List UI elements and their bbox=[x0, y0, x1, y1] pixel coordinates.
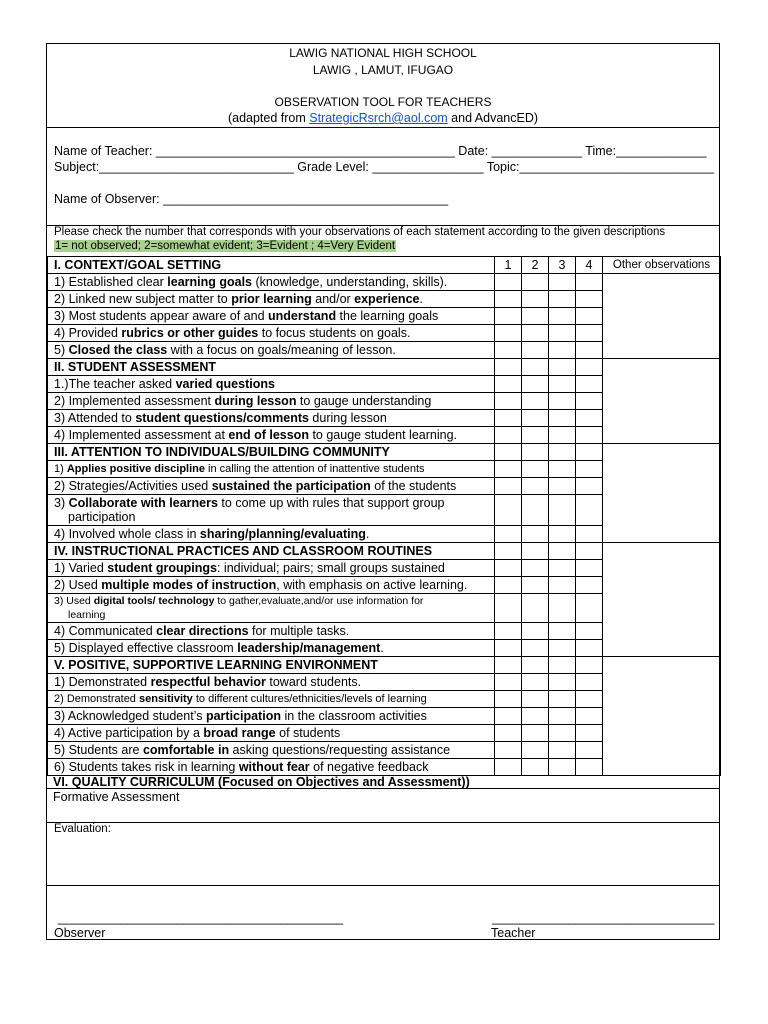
observer-label: Observer bbox=[54, 926, 106, 940]
rating-legend: 1= not observed; 2=somewhat evident; 3=Evident ; 4=Very Evident bbox=[55, 240, 396, 252]
criterion-text: 4) Provided rubrics or other guides to focus students on goals. bbox=[48, 325, 495, 342]
section-header-row bbox=[48, 543, 721, 560]
criterion-text: 6) Students takes risk in learning without fear of negative feedback bbox=[48, 759, 495, 776]
criterion-text: 1) Demonstrated respectful behavior toward students. bbox=[48, 674, 495, 691]
rating-cell[interactable] bbox=[522, 577, 549, 594]
rating-cell[interactable] bbox=[522, 478, 549, 495]
rating-cell[interactable] bbox=[549, 274, 576, 291]
rating-cell[interactable] bbox=[576, 725, 603, 742]
rating-cell[interactable] bbox=[549, 410, 576, 427]
rating-cell bbox=[522, 444, 549, 461]
other-observations-cell[interactable] bbox=[603, 274, 721, 359]
rating-cell[interactable] bbox=[522, 674, 549, 691]
rating-cell[interactable] bbox=[495, 708, 522, 725]
criterion-text: 2) Demonstrated sensitivity to different cultures/ethnicities/levels of learning bbox=[48, 691, 495, 708]
rating-cell[interactable] bbox=[549, 725, 576, 742]
section-header-row bbox=[48, 359, 721, 376]
rating-cell[interactable] bbox=[576, 291, 603, 308]
criterion-text: 5) Closed the class with a focus on goals/meaning of lesson. bbox=[48, 342, 495, 359]
rating-cell bbox=[576, 359, 603, 376]
criterion-text: 4) Active participation by a broad range of students bbox=[48, 725, 495, 742]
rating-cell[interactable] bbox=[522, 427, 549, 444]
rating-cell[interactable] bbox=[576, 708, 603, 725]
form-header bbox=[47, 44, 719, 128]
rating-cell[interactable] bbox=[576, 640, 603, 657]
rating-cell[interactable] bbox=[495, 742, 522, 759]
divider bbox=[47, 885, 719, 886]
rating-cell[interactable] bbox=[495, 560, 522, 577]
rating-cell[interactable] bbox=[576, 759, 603, 776]
rating-cell[interactable] bbox=[495, 325, 522, 342]
teacher-date-time-line[interactable]: Name of Teacher: ___________________________________________ Date: _____________ Time:_____________ bbox=[54, 144, 707, 158]
formative-assessment-label[interactable]: Formative Assessment bbox=[53, 790, 180, 804]
rating-cell[interactable] bbox=[495, 478, 522, 495]
rating-cell[interactable] bbox=[549, 427, 576, 444]
rating-cell[interactable] bbox=[549, 560, 576, 577]
rating-cell[interactable] bbox=[495, 577, 522, 594]
rating-header-4: 4 bbox=[576, 257, 603, 274]
rating-cell[interactable] bbox=[495, 623, 522, 640]
rating-cell bbox=[522, 543, 549, 560]
observer-name-line[interactable]: Name of Observer: _________________________________________ bbox=[54, 192, 449, 206]
rating-cell[interactable] bbox=[495, 342, 522, 359]
rating-header-3: 3 bbox=[549, 257, 576, 274]
rating-cell bbox=[549, 359, 576, 376]
rating-cell[interactable] bbox=[549, 291, 576, 308]
criterion-text: 2) Used multiple modes of instruction, with emphasis on active learning. bbox=[48, 577, 495, 594]
rating-cell[interactable] bbox=[549, 577, 576, 594]
section-title: VI. QUALITY CURRICULUM (Focused on Objectives and Assessment)) bbox=[47, 775, 719, 789]
rating-cell[interactable] bbox=[549, 376, 576, 393]
rating-cell bbox=[576, 543, 603, 560]
rating-cell[interactable] bbox=[549, 691, 576, 708]
evaluation-label[interactable]: Evaluation: bbox=[54, 823, 111, 835]
subject-grade-topic-line[interactable]: Subject:____________________________ Grade Level: ________________ Topic:____________________________ bbox=[54, 160, 715, 174]
criterion-text: 2) Strategies/Activities used sustained the participation of the students bbox=[48, 478, 495, 495]
rating-cell[interactable] bbox=[522, 560, 549, 577]
teacher-label: Teacher bbox=[491, 926, 536, 940]
observer-signature-line[interactable]: _________________________________________ bbox=[58, 911, 344, 925]
rating-cell[interactable] bbox=[576, 427, 603, 444]
rating-cell[interactable] bbox=[576, 410, 603, 427]
rating-cell[interactable] bbox=[522, 691, 549, 708]
rating-cell[interactable] bbox=[522, 461, 549, 478]
section-title: V. POSITIVE, SUPPORTIVE LEARNING ENVIRONMENT bbox=[48, 657, 495, 674]
rating-cell[interactable] bbox=[576, 376, 603, 393]
section-header-row bbox=[48, 257, 721, 274]
rating-header-2: 2 bbox=[522, 257, 549, 274]
rating-cell[interactable] bbox=[522, 708, 549, 725]
rating-cell[interactable] bbox=[576, 623, 603, 640]
rating-cell[interactable] bbox=[495, 308, 522, 325]
section-title: IV. INSTRUCTIONAL PRACTICES AND CLASSROOM ROUTINES bbox=[48, 543, 495, 560]
rating-cell[interactable] bbox=[549, 594, 576, 623]
observation-table bbox=[47, 256, 721, 776]
rating-cell[interactable] bbox=[495, 594, 522, 623]
rating-cell[interactable] bbox=[495, 526, 522, 543]
rating-cell[interactable] bbox=[522, 742, 549, 759]
rating-cell[interactable] bbox=[576, 274, 603, 291]
rating-cell[interactable] bbox=[549, 623, 576, 640]
rating-cell[interactable] bbox=[495, 640, 522, 657]
section-header-row bbox=[48, 657, 721, 674]
observation-form bbox=[46, 43, 720, 940]
rating-cell[interactable] bbox=[549, 640, 576, 657]
rating-cell[interactable] bbox=[549, 759, 576, 776]
rating-cell[interactable] bbox=[495, 274, 522, 291]
rating-cell[interactable] bbox=[576, 325, 603, 342]
criterion-text: 3) Used digital tools/ technology to gather,evaluate,and/or use information for learning bbox=[48, 594, 495, 623]
criterion-text: 3) Collaborate with learners to come up with rules that support group participation bbox=[48, 495, 495, 526]
rating-cell[interactable] bbox=[549, 393, 576, 410]
rating-cell[interactable] bbox=[522, 376, 549, 393]
criterion-text: 1) Established clear learning goals (knowledge, understanding, skills). bbox=[48, 274, 495, 291]
rating-cell[interactable] bbox=[576, 495, 603, 526]
rating-cell[interactable] bbox=[576, 674, 603, 691]
rating-cell[interactable] bbox=[495, 461, 522, 478]
teacher-signature-line[interactable]: ________________________________ bbox=[492, 911, 715, 925]
criterion-text: 1) Applies positive discipline in calling the attention of inattentive students bbox=[48, 461, 495, 478]
rating-cell[interactable] bbox=[549, 495, 576, 526]
rating-cell bbox=[495, 657, 522, 674]
section-title: I. CONTEXT/GOAL SETTING bbox=[48, 257, 495, 274]
school-address: LAWIG , LAMUT, IFUGAO bbox=[312, 63, 454, 77]
rating-cell bbox=[522, 657, 549, 674]
criterion-text: 4) Implemented assessment at end of lesson to gauge student learning. bbox=[48, 427, 495, 444]
rating-cell bbox=[549, 444, 576, 461]
rating-cell[interactable] bbox=[576, 526, 603, 543]
rating-cell[interactable] bbox=[495, 410, 522, 427]
rating-cell[interactable] bbox=[576, 461, 603, 478]
school-name: LAWIG NATIONAL HIGH SCHOOL bbox=[289, 46, 477, 60]
rating-cell bbox=[576, 657, 603, 674]
rating-cell[interactable] bbox=[576, 342, 603, 359]
rating-cell[interactable] bbox=[522, 291, 549, 308]
adapted-from bbox=[47, 110, 719, 126]
rating-cell[interactable] bbox=[495, 393, 522, 410]
rating-cell[interactable] bbox=[549, 742, 576, 759]
table-row bbox=[48, 274, 721, 291]
rating-cell[interactable] bbox=[495, 427, 522, 444]
other-observations-cell[interactable] bbox=[603, 444, 721, 543]
email-link[interactable]: StrategicRsrch@aol.com bbox=[309, 111, 448, 125]
rating-cell[interactable] bbox=[576, 560, 603, 577]
rating-cell[interactable] bbox=[522, 308, 549, 325]
rating-cell[interactable] bbox=[549, 325, 576, 342]
rating-cell[interactable] bbox=[522, 526, 549, 543]
criterion-text: 1.)The teacher asked varied questions bbox=[48, 376, 495, 393]
criterion-text: 5) Students are comfortable in asking questions/requesting assistance bbox=[48, 742, 495, 759]
rating-cell[interactable] bbox=[495, 691, 522, 708]
criterion-text: 2) Linked new subject matter to prior learning and/or experience. bbox=[48, 291, 495, 308]
rating-cell[interactable] bbox=[522, 623, 549, 640]
criterion-text: 2) Implemented assessment during lesson to gauge understanding bbox=[48, 393, 495, 410]
rating-cell[interactable] bbox=[522, 325, 549, 342]
rating-cell[interactable] bbox=[576, 308, 603, 325]
rating-cell[interactable] bbox=[576, 577, 603, 594]
rating-cell bbox=[495, 444, 522, 461]
rating-cell[interactable] bbox=[549, 461, 576, 478]
section-title: II. STUDENT ASSESSMENT bbox=[48, 359, 495, 376]
rating-cell[interactable] bbox=[549, 708, 576, 725]
rating-cell bbox=[495, 543, 522, 560]
teacher-info-block bbox=[47, 127, 719, 226]
rating-cell[interactable] bbox=[549, 342, 576, 359]
criterion-text: 4) Involved whole class in sharing/planning/evaluating. bbox=[48, 526, 495, 543]
rating-cell[interactable] bbox=[549, 308, 576, 325]
other-observations-header: Other observations bbox=[603, 257, 721, 274]
rating-cell[interactable] bbox=[495, 759, 522, 776]
rating-cell[interactable] bbox=[495, 725, 522, 742]
form-title: OBSERVATION TOOL FOR TEACHERS bbox=[274, 95, 492, 109]
section-title: III. ATTENTION TO INDIVIDUALS/BUILDING COMMUNITY bbox=[48, 444, 495, 461]
rating-cell[interactable] bbox=[522, 342, 549, 359]
rating-header-1: 1 bbox=[495, 257, 522, 274]
rating-cell[interactable] bbox=[522, 594, 549, 623]
other-observations-cell[interactable] bbox=[603, 657, 721, 776]
rating-cell[interactable] bbox=[495, 674, 522, 691]
criterion-text: 4) Communicated clear directions for multiple tasks. bbox=[48, 623, 495, 640]
instructions-text: Please check the number that corresponds with your observations of each statement according to the given descriptions bbox=[54, 226, 666, 238]
rating-cell[interactable] bbox=[576, 691, 603, 708]
criterion-text: 5) Displayed effective classroom leadership/management. bbox=[48, 640, 495, 657]
rating-cell[interactable] bbox=[549, 478, 576, 495]
adapted-prefix: (adapted from bbox=[227, 111, 310, 125]
rating-cell bbox=[522, 359, 549, 376]
rating-cell[interactable] bbox=[495, 376, 522, 393]
criterion-text: 3) Acknowledged student’s participation in the classroom activities bbox=[48, 708, 495, 725]
rating-cell[interactable] bbox=[549, 674, 576, 691]
rating-cell[interactable] bbox=[549, 526, 576, 543]
rating-cell[interactable] bbox=[522, 759, 549, 776]
instructions bbox=[47, 225, 719, 256]
rating-cell[interactable] bbox=[576, 742, 603, 759]
rating-cell[interactable] bbox=[522, 495, 549, 526]
rating-cell bbox=[495, 359, 522, 376]
rating-cell[interactable] bbox=[522, 410, 549, 427]
rating-cell[interactable] bbox=[522, 274, 549, 291]
criterion-text: 3) Attended to student questions/comments during lesson bbox=[48, 410, 495, 427]
section-header-row bbox=[48, 444, 721, 461]
criterion-text: 3) Most students appear aware of and understand the learning goals bbox=[48, 308, 495, 325]
rating-cell[interactable] bbox=[495, 291, 522, 308]
rating-cell[interactable] bbox=[522, 393, 549, 410]
adapted-suffix: and AdvancED) bbox=[447, 111, 539, 125]
criterion-text: 1) Varied student groupings: individual; pairs; small groups sustained bbox=[48, 560, 495, 577]
rating-cell bbox=[576, 444, 603, 461]
rating-cell[interactable] bbox=[495, 495, 522, 526]
rating-cell[interactable] bbox=[576, 393, 603, 410]
rating-cell bbox=[549, 543, 576, 560]
other-observations-cell[interactable] bbox=[603, 359, 721, 444]
rating-cell[interactable] bbox=[522, 640, 549, 657]
rating-cell[interactable] bbox=[522, 725, 549, 742]
rating-cell[interactable] bbox=[576, 478, 603, 495]
rating-cell bbox=[549, 657, 576, 674]
other-observations-cell[interactable] bbox=[603, 543, 721, 657]
rating-cell[interactable] bbox=[576, 594, 603, 623]
divider bbox=[47, 822, 719, 823]
